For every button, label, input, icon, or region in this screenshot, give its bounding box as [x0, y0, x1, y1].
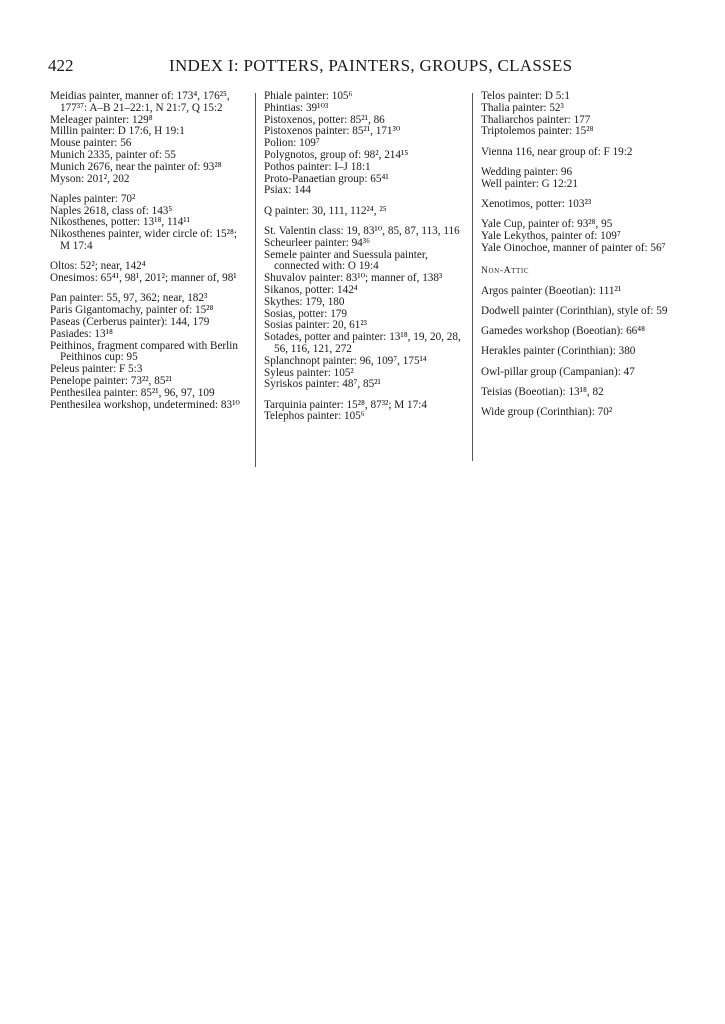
index-entry: Owl-pillar group (Campanian): 47 — [481, 365, 635, 378]
index-entry: Paris Gigantomachy, painter of: 15²⁸ — [50, 304, 214, 317]
index-entry-group — [481, 199, 679, 211]
index-entry: Sosias painter: 20, 61²³ — [264, 319, 368, 332]
index-entry: Gamedes workshop (Boeotian): 66⁴⁸ — [481, 325, 646, 338]
running-head: INDEX I: POTTERS, PAINTERS, GROUPS, CLASSES — [169, 56, 573, 75]
index-entry: Oltos: 52²; near, 142⁴ — [50, 260, 146, 273]
index-entry: Munich 2335, painter of: 55 — [50, 148, 176, 161]
index-entry: Semele painter and Suessula painter, connected with: O 19:4 — [264, 248, 428, 273]
index-entry: Munich 2676, near the painter of: 93²⁸ — [50, 160, 222, 173]
index-entry: Syriskos painter: 48⁷, 85²¹ — [264, 378, 381, 391]
index-entry: Phiale painter: 105⁶ — [264, 90, 353, 102]
index-entry-group — [264, 226, 464, 391]
index-entry: Pistoxenos painter: 85²¹, 171³⁰ — [264, 125, 401, 138]
non-attic-group — [481, 346, 679, 358]
index-entry: Thaliarchos painter: 177 — [481, 113, 591, 126]
index-entry: Psiax: 144 — [264, 184, 311, 197]
index-entry: Thalia painter: 52³ — [481, 101, 564, 114]
index-entry: St. Valentin class: 19, 83¹⁰, 85, 87, 113, 116 — [264, 224, 460, 237]
non-attic-group — [481, 306, 679, 318]
index-entry-group — [481, 147, 679, 159]
index-entry: Sikanos, potter: 142⁴ — [264, 283, 358, 296]
column-divider — [255, 93, 256, 467]
index-column-1 — [50, 91, 246, 420]
index-entry-group — [50, 91, 246, 185]
index-entry: Sotades, potter and painter: 13¹⁸, 19, 20, 28, 56, 116, 121, 272 — [264, 331, 461, 355]
index-entry: Polygnotos, group of: 98², 214¹⁵ — [264, 148, 409, 161]
index-entry-group — [264, 91, 464, 197]
index-entry: Shuvalov painter: 83¹⁰; manner of, 138³ — [264, 272, 443, 285]
non-attic-group — [481, 326, 679, 338]
index-entry: Q painter: 30, 111, 112²⁴, ²⁵ — [264, 204, 387, 217]
index-entry: Dodwell painter (Corinthian), style of: 59 — [481, 304, 668, 317]
index-entry: Telos painter: D 5:1 — [481, 90, 571, 102]
index-entry-group — [481, 219, 679, 254]
index-entry: Meidias painter, manner of: 173⁴, 176²⁵, 177³⁷: A–B 21–22:1, N 21:7, Q 15:2 — [50, 90, 230, 114]
non-attic-group — [481, 407, 679, 419]
attic-entries — [481, 91, 679, 255]
index-entry: Syleus painter: 105² — [264, 366, 354, 379]
index-entry-group — [50, 194, 246, 253]
index-entry: Naples 2618, class of: 143⁵ — [50, 204, 173, 217]
index-entry: Yale Cup, painter of: 93²⁸, 95 — [481, 218, 613, 231]
index-entry: Xenotimos, potter: 103²³ — [481, 198, 592, 211]
index-entry: Nikosthenes, potter: 13¹⁸, 114¹¹ — [50, 216, 191, 229]
index-entry: Pistoxenos, potter: 85²¹, 86 — [264, 113, 385, 126]
index-entry: Skythes: 179, 180 — [264, 295, 345, 308]
index-entry: Myson: 201², 202 — [50, 172, 130, 185]
index-entry: Mouse painter: 56 — [50, 137, 132, 150]
index-entry: Herakles painter (Corinthian): 380 — [481, 345, 636, 358]
index-entry: Wedding painter: 96 — [481, 165, 573, 178]
section-heading-non-attic: Non-Attic — [481, 264, 530, 276]
index-entry: Penelope painter: 73²², 85²¹ — [50, 375, 173, 388]
index-entry: Tarquinia painter: 15²⁸, 87³²; M 17:4 — [264, 398, 427, 411]
index-entry-group — [50, 261, 246, 285]
index-entry-group — [481, 167, 679, 191]
index-entry: Splanchnopt painter: 96, 109⁷, 175¹⁴ — [264, 354, 427, 367]
index-entry: Vienna 116, near group of: F 19:2 — [481, 145, 633, 158]
index-entry: Yale Oinochoe, manner of painter of: 56⁷ — [481, 241, 666, 254]
index-column-2 — [264, 91, 464, 432]
index-entry: Paseas (Cerberus painter): 144, 179 — [50, 316, 210, 329]
index-entry: Scheurleer painter: 94³⁶ — [264, 236, 371, 249]
index-entry: Telephos painter: 105⁶ — [264, 410, 365, 423]
index-entry: Triptolemos painter: 15²⁸ — [481, 125, 594, 138]
page-number: 422 — [48, 56, 74, 75]
index-entry: Well painter: G 12:21 — [481, 177, 578, 190]
index-entry: Phintias: 39¹⁰³ — [264, 101, 329, 114]
index-entry: Proto-Panaetian group: 65⁴¹ — [264, 172, 389, 185]
page-header — [48, 56, 680, 78]
non-attic-group — [481, 387, 679, 399]
index-entry: Polion: 109⁷ — [264, 137, 320, 150]
index-entry: Millin painter: D 17:6, H 19:1 — [50, 125, 185, 138]
index-entry: Peithinos, fragment compared with Berlin Peithinos cup: 95 — [50, 339, 238, 364]
index-entry: Wide group (Corinthian): 70² — [481, 406, 613, 419]
index-entry: Naples painter: 70² — [50, 192, 136, 205]
non-attic-group — [481, 286, 679, 298]
index-entry: Nikosthenes painter, wider circle of: 15²⁸; M 17:4 — [50, 228, 237, 253]
non-attic-group — [481, 367, 679, 379]
index-entry-group — [264, 400, 464, 424]
index-entry: Yale Lekythos, painter of: 109⁷ — [481, 230, 621, 243]
index-entry: Penthesilea painter: 85²¹, 96, 97, 109 — [50, 386, 215, 399]
index-entry: Argos painter (Boeotian): 111²¹ — [481, 284, 622, 297]
index-entry-group — [264, 206, 464, 218]
index-column-3 — [481, 91, 679, 428]
index-entry: Penthesilea workshop, undetermined: 83¹⁰ — [50, 398, 240, 411]
index-entry: Peleus painter: F 5:3 — [50, 363, 143, 376]
index-entry: Pothos painter: I–J 18:1 — [264, 160, 371, 173]
non-attic-entries — [481, 286, 679, 420]
index-entry-group — [50, 293, 246, 411]
index-entry: Pasiades: 13¹⁸ — [50, 327, 113, 340]
index-entry: Meleager painter: 129⁸ — [50, 113, 153, 126]
index-entry: Onesimos: 65⁴¹, 98¹, 201²; manner of, 98¹ — [50, 272, 237, 285]
index-entry-group — [481, 91, 679, 138]
column-divider — [472, 93, 473, 461]
index-entry: Teisias (Boeotian): 13¹⁸, 82 — [481, 386, 604, 399]
index-entry: Sosias, potter: 179 — [264, 307, 347, 320]
index-entry: Pan painter: 55, 97, 362; near, 182³ — [50, 292, 208, 305]
